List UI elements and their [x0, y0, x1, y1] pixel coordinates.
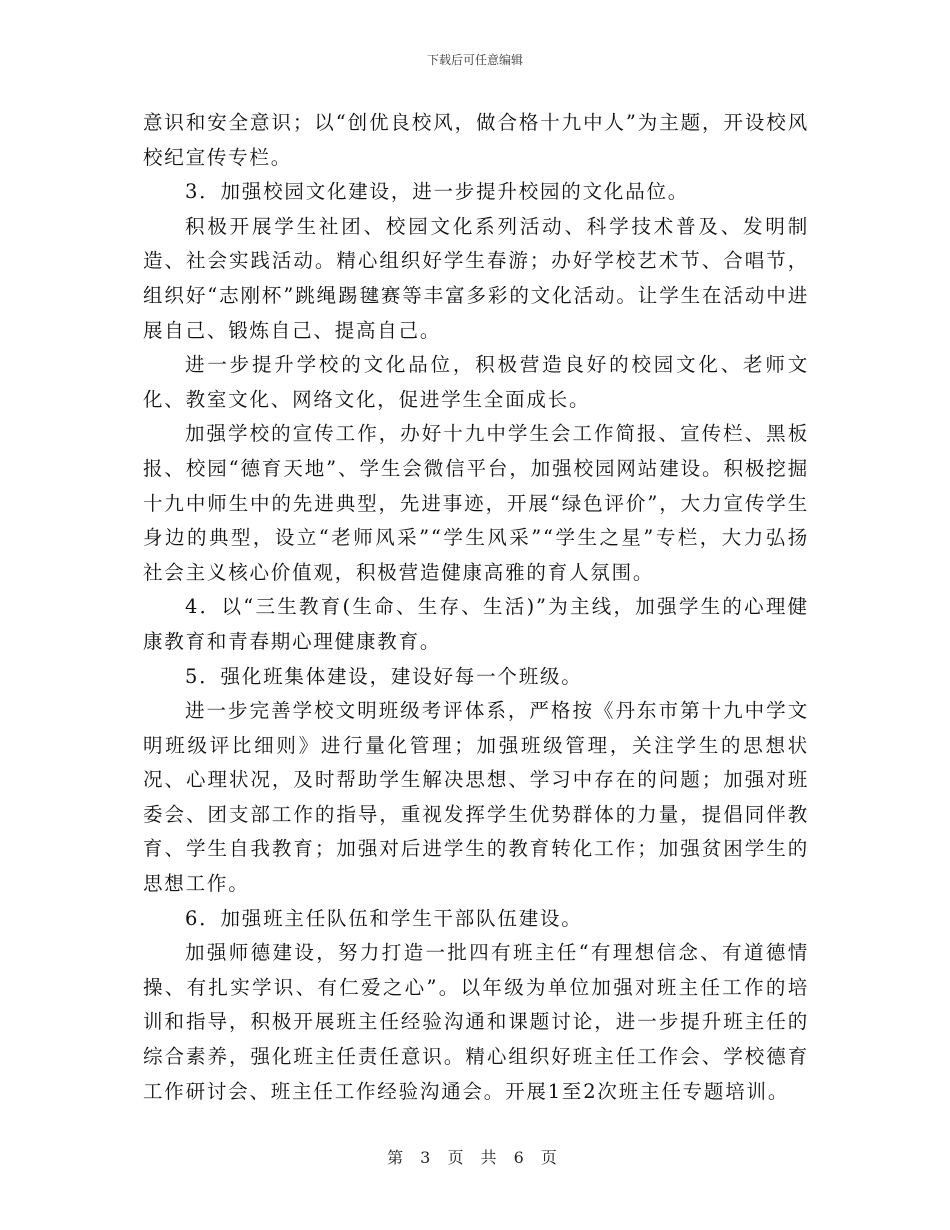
section-heading: 5．强化班集体建设，建设好每一个班级。 [185, 664, 583, 688]
paragraph: 加强学校的宣传工作，办好十九中学生会工作简报、宣传栏、黑板报、校园“德育天地”、学生会微信平台，加强校园网站建设。积极挖掘十九中师生中的先进典型，先进事迹，开展“绿色评价”，大力宣传学生身边的典型，设立“老师风采”“学生风采”“学生之星”专栏，大力弘扬社会主义核心价值观，积极营造健康高雅的育人氛围。 [143, 422, 809, 584]
section-heading: 6．加强班主任队伍和学生干部队伍建设。 [185, 906, 583, 930]
document-body [143, 106, 809, 1109]
page-header: 下载后可任意编辑 [426, 53, 523, 67]
paragraph: 意识和安全意识；以“创优良校风，做合格十九中人”为主题，开设校风校纪宣传专栏。 [143, 111, 809, 169]
paragraph: 进一步完善学校文明班级考评体系，严格按《丹东市第十九中学文明班级评比细则》进行量化管理；加强班级管理，关注学生的思想状况、心理状况，及时帮助学生解决思想、学习中存在的问题；加强对班委会、团支部工作的指导，重视发挥学生优势群体的力量，提倡同伴教育、学生自我教育；加强对后进学生的教育转化工作；加强贫困学生的思想工作。 [143, 699, 809, 896]
paragraph: 进一步提升学校的文化品位，积极营造良好的校园文化、老师文化、教室文化、网络文化，促进学生全面成长。 [143, 353, 809, 411]
paragraph: 积极开展学生社团、校园文化系列活动、科学技术普及、发明制造、社会实践活动。精心组织好学生春游；办好学校艺术节、合唱节，组织好“志刚杯”跳绳踢毽赛等丰富多彩的文化活动。让学生在活动中进展自己、锻炼自己、提高自己。 [143, 214, 809, 342]
page-number-footer: 第 3 页 共 6 页 [387, 1148, 563, 1167]
section-heading: 4．以“三生教育(生命、生存、生活)”为主线，加强学生的心理健康教育和青春期心理健康教育。 [143, 595, 809, 653]
section-heading: 3．加强校园文化建设，进一步提升校园的文化品位。 [185, 180, 690, 204]
paragraph: 加强师德建设，努力打造一批四有班主任“有理想信念、有道德情操、有扎实学识、有仁爱之心”。以年级为单位加强对班主任工作的培训和指导，积极开展班主任经验沟通和课题讨论，进一步提升班主任的综合素养，强化班主任责任意识。精心组织好班主任工作会、学校德育工作研讨会、班主任工作经验沟通会。开展1至2次班主任专题培训。 [143, 941, 809, 1103]
